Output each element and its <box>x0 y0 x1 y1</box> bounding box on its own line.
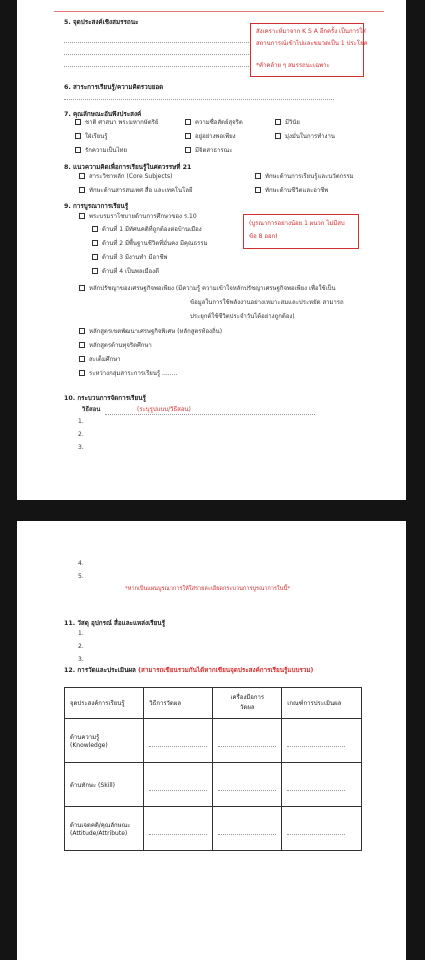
trait-ชาติ[interactable]: ชาติ ศาสนา พระมหากษัตริย์ <box>75 119 158 127</box>
sufficiency-detail-line: ข้อมูลในการใช้พลังงานอย่างเหมาะสมและประหยัด สามารถ <box>190 299 344 306</box>
method-label: วิธีสอน <box>82 406 101 413</box>
checkbox-icon[interactable] <box>79 213 85 219</box>
cell-blank[interactable] <box>213 807 282 851</box>
material-item: 3. <box>78 656 84 663</box>
document-page-2 <box>17 521 406 960</box>
table-row <box>65 763 362 807</box>
row-label: ด้านความรู้ (Knowledge) <box>65 719 144 763</box>
aspect-1[interactable]: ด้านที่ 1 มีทัศนคติที่ถูกต้องต่อบ้านเมือง <box>92 226 202 234</box>
section-10-title: 10. กระบวนการจัดการเรียนรู้ <box>64 395 146 402</box>
checkbox-icon[interactable] <box>79 328 85 334</box>
aspect-4[interactable]: ด้านที่ 4 เป็นพลเมืองดี <box>92 268 159 276</box>
checkbox-icon[interactable] <box>75 119 81 125</box>
dotted-line <box>105 414 315 415</box>
integration-stem[interactable]: สะเต็มศึกษา <box>79 356 121 364</box>
section-6-title: 6. สาระการเรียนรู้/ความคิดรวบยอด <box>64 84 164 91</box>
trait-ความเป็นไทย[interactable]: รักความเป็นไทย <box>75 147 127 155</box>
checkbox-icon[interactable] <box>275 119 281 125</box>
process-step: 5. <box>78 573 84 580</box>
section-11-title: 11. วัสดุ อุปกรณ์ สื่อและแหล่งเรียนรู้ <box>64 620 165 627</box>
checkbox-icon[interactable] <box>255 187 261 193</box>
header-criteria: เกณฑ์การประเมินผล <box>282 688 362 719</box>
checkbox-icon[interactable] <box>75 147 81 153</box>
checkbox-icon[interactable] <box>185 133 191 139</box>
checkbox-icon[interactable] <box>185 119 191 125</box>
cell-blank[interactable] <box>144 807 213 851</box>
dotted-line <box>64 66 249 67</box>
material-item: 2. <box>78 643 84 650</box>
document-page-1 <box>17 0 406 500</box>
section-7-title: 7. คุณลักษณะอันพึงประสงค์ <box>64 111 142 118</box>
skill-ict[interactable]: ทักษะด้านสารสนเทศ สื่อ และเทคโนโลยี <box>79 187 193 195</box>
cell-blank[interactable] <box>213 763 282 807</box>
process-step: 4. <box>78 560 84 567</box>
aspect-3[interactable]: ด้านที่ 3 มีงานทำ มีอาชีพ <box>92 254 168 262</box>
checkbox-icon[interactable] <box>79 342 85 348</box>
checkbox-icon[interactable] <box>79 285 85 291</box>
skill-core[interactable]: สาระวิชาหลัก (Core Subjects) <box>79 173 173 181</box>
trait-วินัย[interactable]: มีวินัย <box>275 119 300 127</box>
header-method: วิธีการวัดผล <box>144 688 213 719</box>
skill-life[interactable]: ทักษะด้านชีวิตและอาชีพ <box>255 187 328 195</box>
process-step: 1. <box>78 418 84 425</box>
integration-process-note: *หากเป็นแผนบูรณาการให้ใส่รายละเอียดกระบวนการบูรณาการในนี้* <box>125 586 291 592</box>
trait-พอเพียง[interactable]: อยู่อย่างพอเพียง <box>185 133 236 141</box>
note-line: สถานการณ์เข้าไปและขมวดเป็น 1 ประโยค <box>256 40 368 47</box>
table-header-row <box>65 688 362 719</box>
table-row <box>65 807 362 851</box>
note-line: ข้อ 8 ออก) <box>249 233 278 240</box>
trait-มุ่งมั่น[interactable]: มุ่งมั่นในการทำงาน <box>275 133 335 141</box>
checkbox-icon[interactable] <box>75 133 81 139</box>
cell-blank[interactable] <box>282 763 362 807</box>
integration-sufficiency-economy[interactable]: หลักปรัชญาของเศรษฐกิจพอเพียง (มีความรู้ ความเข้าใจหลักปรัชญาเศรษฐกิจพอเพียง เพื่อใช้เป็น <box>79 285 336 293</box>
integration-sez-curriculum[interactable]: หลักสูตรเขตพัฒนาเศรษฐกิจพิเศษ (หลักสูตรท้องถิ่น) <box>79 328 222 336</box>
row-label: ด้านทักษะ (Skill) <box>65 763 144 807</box>
cell-blank[interactable] <box>213 719 282 763</box>
dotted-line <box>64 54 249 55</box>
dotted-line <box>64 99 334 100</box>
cell-blank[interactable] <box>282 807 362 851</box>
sufficiency-detail-line: ประยุกต์ใช้ชีวิตประจำวันได้อย่างถูกต้อง) <box>190 313 295 320</box>
skill-innovation[interactable]: ทักษะด้านการเรียนรู้และนวัตกรรม <box>255 173 354 181</box>
table-row <box>65 719 362 763</box>
checkbox-icon[interactable] <box>79 356 85 362</box>
process-step: 2. <box>78 431 84 438</box>
header-objective: จุดประสงค์การเรียนรู้ <box>65 688 144 719</box>
checkbox-icon[interactable] <box>92 226 98 232</box>
process-step: 3. <box>78 444 84 451</box>
red-underline <box>54 11 384 12</box>
material-item: 1. <box>78 630 84 637</box>
checkbox-icon[interactable] <box>92 268 98 274</box>
cell-blank[interactable] <box>144 719 213 763</box>
header-tool: เครื่องมือการวัดผล <box>213 688 282 719</box>
note-line: สังเคราะห์มาจาก K S A อีกครั้ง เป็นการใส่ <box>256 28 366 35</box>
note-box-integration <box>243 214 359 249</box>
checkbox-icon[interactable] <box>79 173 85 179</box>
section-8-title: 8. แนวความคิดเพื่อการเรียนรู้ในศตวรรษที่ 21 <box>64 164 192 171</box>
section-9-title: 9. การบูรณาการเรียนรู้ <box>64 203 129 210</box>
section-12-note: (สามารถเขียนรวมกันได้หากเขียนจุดประสงค์การเรียนรู้แบบรวม) <box>138 667 314 674</box>
note-line: (บูรณาการอย่างน้อย 1 ผนวก ไม่มีสบ <box>249 220 345 227</box>
assessment-table <box>64 687 362 851</box>
checkbox-icon[interactable] <box>185 147 191 153</box>
integration-anti-corruption[interactable]: หลักสูตรต้านทุจริตศึกษา <box>79 342 152 350</box>
checkbox-icon[interactable] <box>92 254 98 260</box>
trait-ซื่อสัตย์[interactable]: ความซื่อสัตย์สุจริต <box>185 119 243 127</box>
section-5-title: 5. จุดประสงค์เชิงสมรรถนะ <box>64 19 139 26</box>
trait-ใฝ่เรียนรู้[interactable]: ใฝ่เรียนรู้ <box>75 133 108 141</box>
cell-blank[interactable] <box>144 763 213 807</box>
aspect-2[interactable]: ด้านที่ 2 มีพื้นฐานชีวิตที่มั่นคง มีคุณธรรม <box>92 240 208 248</box>
row-label: ด้านเจตคติ/คุณลักษณะ (Attitude/Attribute) <box>65 807 144 851</box>
integration-cross-subject[interactable]: ระหว่างกลุ่มสาระการเรียนรู้ ........ <box>79 370 177 378</box>
checkbox-icon[interactable] <box>92 240 98 246</box>
checkbox-icon[interactable] <box>79 370 85 376</box>
checkbox-icon[interactable] <box>79 187 85 193</box>
method-value: (ระบุรูปแบบ/วิธีสอน) <box>137 406 191 413</box>
trait-จิตสาธารณะ[interactable]: มีจิตสาธารณะ <box>185 147 232 155</box>
checkbox-icon[interactable] <box>275 133 281 139</box>
integration-policy[interactable]: พระบรมราโชบายด้านการศึกษาของ ร.10 <box>79 213 197 221</box>
note-line: *คำคล้าย ๆ สมรรถนะเฉพาะ <box>256 62 330 69</box>
section-12-title: 12. การวัดและประเมินผล (สามารถเขียนรวมกันได้หากเขียนจุดประสงค์การเรียนรู้แบบรวม) <box>64 667 314 674</box>
cell-blank[interactable] <box>282 719 362 763</box>
dotted-line <box>64 42 249 43</box>
checkbox-icon[interactable] <box>255 173 261 179</box>
note-box-ksa <box>250 23 368 77</box>
